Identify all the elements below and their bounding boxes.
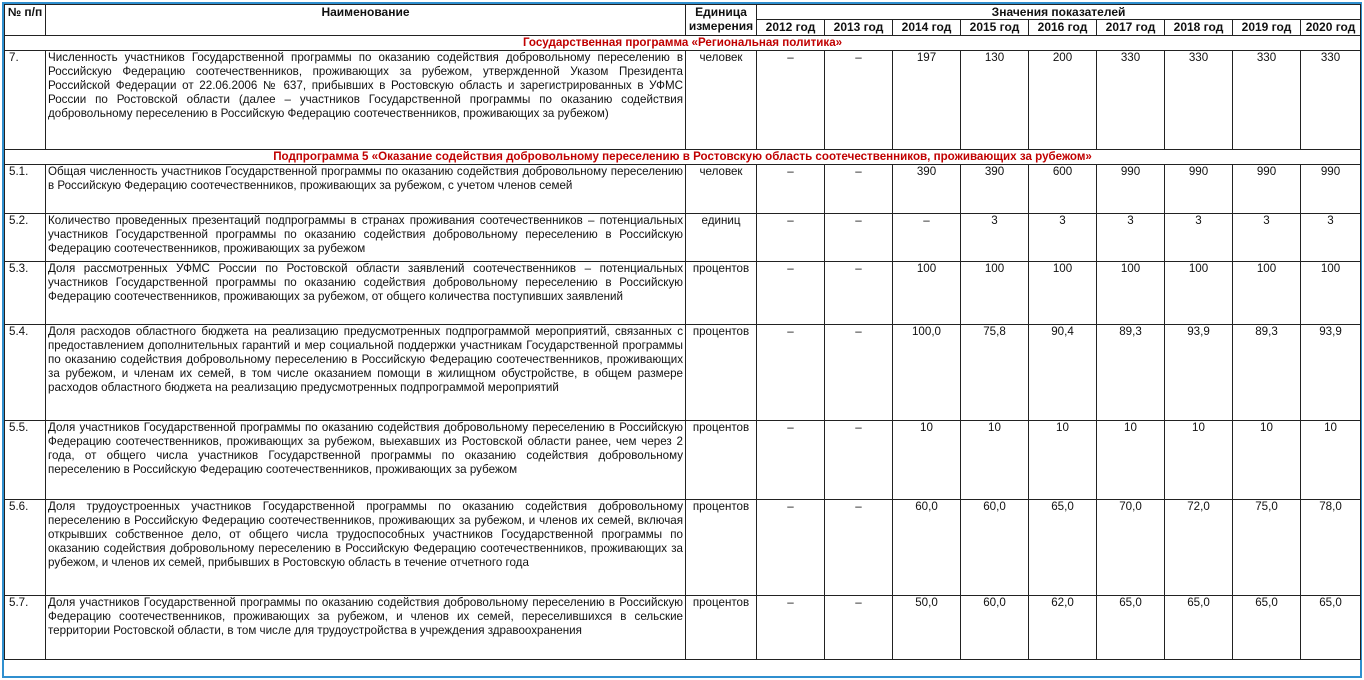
table-row bbox=[5, 262, 1361, 325]
row-value: 100,0 bbox=[893, 325, 961, 421]
row-value: 200 bbox=[1029, 51, 1097, 150]
header-year: 2014 год bbox=[893, 20, 961, 36]
row-value: 130 bbox=[961, 51, 1029, 150]
table-row bbox=[5, 51, 1361, 150]
row-value: – bbox=[757, 500, 825, 596]
row-value: – bbox=[825, 262, 893, 325]
row-value: 100 bbox=[961, 262, 1029, 325]
row-value: 3 bbox=[1029, 214, 1097, 262]
row-value: 10 bbox=[1097, 421, 1165, 500]
row-value: – bbox=[757, 325, 825, 421]
row-num: 5.3. bbox=[5, 262, 46, 325]
row-value: 62,0 bbox=[1029, 596, 1097, 660]
row-value: 10 bbox=[1165, 421, 1233, 500]
row-value: 90,4 bbox=[1029, 325, 1097, 421]
header-values: Значения показателей bbox=[757, 5, 1361, 20]
row-name: Доля участников Государственной программы по оказанию содействия добровольному переселению в Российскую Федерацию соотечественников, проживающих за рубежом, и членов их семей, переселившихся в сельские территории Ростовской области, в том числе для трудоустройства в учреждения здравоохранения bbox=[46, 596, 686, 660]
row-num: 5.6. bbox=[5, 500, 46, 596]
row-value: – bbox=[757, 421, 825, 500]
row-value: 100 bbox=[1097, 262, 1165, 325]
row-value: – bbox=[757, 214, 825, 262]
header-year: 2016 год bbox=[1029, 20, 1097, 36]
row-value: 10 bbox=[893, 421, 961, 500]
row-value: 10 bbox=[1233, 421, 1301, 500]
row-value: 93,9 bbox=[1301, 325, 1361, 421]
row-num: 5.4. bbox=[5, 325, 46, 421]
row-value: – bbox=[757, 165, 825, 214]
row-name: Доля участников Государственной программы по оказанию содействия добровольному переселению в Российскую Федерацию соотечественников, проживающих за рубежом, выехавших из Ростовской области ранее, чем через 2 года, от общего числа участников Государственной программы по оказанию содействия добровольному переселению в Российскую Федерацию соотечественников, проживающих за рубежом bbox=[46, 421, 686, 500]
row-value: 390 bbox=[893, 165, 961, 214]
header-name: Наименование bbox=[46, 5, 686, 36]
row-value: – bbox=[757, 51, 825, 150]
section-program-title: Государственная программа «Региональная политика» bbox=[5, 36, 1361, 51]
header-unit: Единица измерения bbox=[686, 5, 757, 36]
header-row bbox=[5, 5, 1361, 20]
table-row bbox=[5, 214, 1361, 262]
row-value: 600 bbox=[1029, 165, 1097, 214]
row-value: 3 bbox=[1097, 214, 1165, 262]
row-value: – bbox=[825, 214, 893, 262]
row-value: 75,8 bbox=[961, 325, 1029, 421]
row-value: 990 bbox=[1301, 165, 1361, 214]
row-value: 89,3 bbox=[1097, 325, 1165, 421]
section-subprogram-title: Подпрограмма 5 «Оказание содействия добровольному переселению в Ростовскую область соотечественников, проживающих за рубежом» bbox=[5, 150, 1361, 165]
header-year: 2013 год bbox=[825, 20, 893, 36]
row-value: 65,0 bbox=[1097, 596, 1165, 660]
row-value: – bbox=[825, 421, 893, 500]
row-value: 65,0 bbox=[1301, 596, 1361, 660]
row-value: 330 bbox=[1233, 51, 1301, 150]
row-num: 5.7. bbox=[5, 596, 46, 660]
row-name: Доля расходов областного бюджета на реализацию предусмотренных подпрограммой мероприятий, связанных с предоставлением дополнительных гарантий и мер социальной поддержки участникам Государственной программы по оказанию содействия добровольному переселению в Российскую Федерацию соотечественников, проживающих за рубежом, и членам их семей, в том числе оказанием помощи в жилищном обустройстве, в общем размере расходов областного бюджета на реализацию предусмотренных подпрограммой мероприятий bbox=[46, 325, 686, 421]
row-value: 990 bbox=[1233, 165, 1301, 214]
table-row bbox=[5, 421, 1361, 500]
row-unit: человек bbox=[686, 51, 757, 150]
row-name: Количество проведенных презентаций подпрограммы в странах проживания соотечественников – потенциальных участников Государственной программы по оказанию содействия добровольному переселению в Российскую Федерацию соотечественников, проживающих за рубежом bbox=[46, 214, 686, 262]
row-num: 7. bbox=[5, 51, 46, 150]
row-value: 65,0 bbox=[1029, 500, 1097, 596]
row-value: 330 bbox=[1165, 51, 1233, 150]
row-value: 100 bbox=[1029, 262, 1097, 325]
row-value: 3 bbox=[1301, 214, 1361, 262]
row-value: 330 bbox=[1097, 51, 1165, 150]
row-value: 10 bbox=[961, 421, 1029, 500]
header-year: 2017 год bbox=[1097, 20, 1165, 36]
row-value: – bbox=[825, 165, 893, 214]
section-subprogram-row bbox=[5, 150, 1361, 165]
row-value: 75,0 bbox=[1233, 500, 1301, 596]
row-value: 10 bbox=[1029, 421, 1097, 500]
table-frame bbox=[2, 2, 1362, 678]
indicators-table bbox=[4, 4, 1361, 660]
row-unit: человек bbox=[686, 165, 757, 214]
table-row bbox=[5, 596, 1361, 660]
row-value: – bbox=[825, 500, 893, 596]
row-name: Доля трудоустроенных участников Государственной программы по оказанию содействия добровольному переселению в Российскую Федерацию соотечественников, проживающих за рубежом, и членов их семей, включая открывших собственное дело, от общего числа трудоспособных участников Государственной программы по оказанию содействия добровольному переселению в Российскую Федерацию соотечественников, проживающих за рубежом, и членов их семей, прибывших в Ростовскую область в течение отчетного года bbox=[46, 500, 686, 596]
row-num: 5.5. bbox=[5, 421, 46, 500]
row-value: 72,0 bbox=[1165, 500, 1233, 596]
header-year: 2019 год bbox=[1233, 20, 1301, 36]
row-value: 3 bbox=[1165, 214, 1233, 262]
table-row bbox=[5, 325, 1361, 421]
row-value: – bbox=[893, 214, 961, 262]
row-value: 93,9 bbox=[1165, 325, 1233, 421]
row-value: 65,0 bbox=[1165, 596, 1233, 660]
row-value: 390 bbox=[961, 165, 1029, 214]
row-unit: процентов bbox=[686, 421, 757, 500]
row-value: 100 bbox=[1301, 262, 1361, 325]
row-value: 89,3 bbox=[1233, 325, 1301, 421]
row-unit: единиц bbox=[686, 214, 757, 262]
table-row bbox=[5, 500, 1361, 596]
row-name: Доля рассмотренных УФМС России по Ростовской области заявлений соотечественников – потенциальных участников Государственной программы по оказанию содействия добровольному переселению в Российскую Федерацию соотечественников, проживающих за рубежом, от общего количества поступивших заявлений bbox=[46, 262, 686, 325]
header-year: 2015 год bbox=[961, 20, 1029, 36]
row-unit: процентов bbox=[686, 596, 757, 660]
row-value: 60,0 bbox=[961, 596, 1029, 660]
row-value: – bbox=[757, 262, 825, 325]
row-value: – bbox=[825, 325, 893, 421]
header-year: 2012 год bbox=[757, 20, 825, 36]
row-value: – bbox=[757, 596, 825, 660]
header-year: 2020 год bbox=[1301, 20, 1361, 36]
row-value: – bbox=[825, 596, 893, 660]
row-value: 990 bbox=[1165, 165, 1233, 214]
row-value: 60,0 bbox=[961, 500, 1029, 596]
table-row bbox=[5, 165, 1361, 214]
row-value: 100 bbox=[1165, 262, 1233, 325]
row-value: 78,0 bbox=[1301, 500, 1361, 596]
row-value: 3 bbox=[961, 214, 1029, 262]
row-num: 5.2. bbox=[5, 214, 46, 262]
row-value: 3 bbox=[1233, 214, 1301, 262]
row-value: 100 bbox=[893, 262, 961, 325]
row-num: 5.1. bbox=[5, 165, 46, 214]
row-value: 70,0 bbox=[1097, 500, 1165, 596]
row-unit: процентов bbox=[686, 325, 757, 421]
row-name: Численность участников Государственной программы по оказанию содействия добровольному переселению в Российскую Федерацию соотечественников, проживающих за рубежом, утвержденной Указом Президента Российской Федерации от 22.06.2006 № 637, прибывших в Ростовскую область и зарегистрированных в УФМС России по Ростовской области (далее – участников Государственной программы по оказанию содействия добровольному переселению в Российскую Федерацию соотечественников, проживающих за рубежом) bbox=[46, 51, 686, 150]
row-unit: процентов bbox=[686, 262, 757, 325]
row-value: 10 bbox=[1301, 421, 1361, 500]
row-value: 50,0 bbox=[893, 596, 961, 660]
section-program-row bbox=[5, 36, 1361, 51]
row-unit: процентов bbox=[686, 500, 757, 596]
row-value: – bbox=[825, 51, 893, 150]
header-num: № п/п bbox=[5, 5, 46, 36]
row-value: 60,0 bbox=[893, 500, 961, 596]
row-value: 330 bbox=[1301, 51, 1361, 150]
row-value: 990 bbox=[1097, 165, 1165, 214]
row-value: 197 bbox=[893, 51, 961, 150]
header-year: 2018 год bbox=[1165, 20, 1233, 36]
row-value: 100 bbox=[1233, 262, 1301, 325]
row-value: 65,0 bbox=[1233, 596, 1301, 660]
row-name: Общая численность участников Государственной программы по оказанию содействия добровольному переселению в Российскую Федерацию соотечественников, проживающих за рубежом, с учетом членов семей bbox=[46, 165, 686, 214]
